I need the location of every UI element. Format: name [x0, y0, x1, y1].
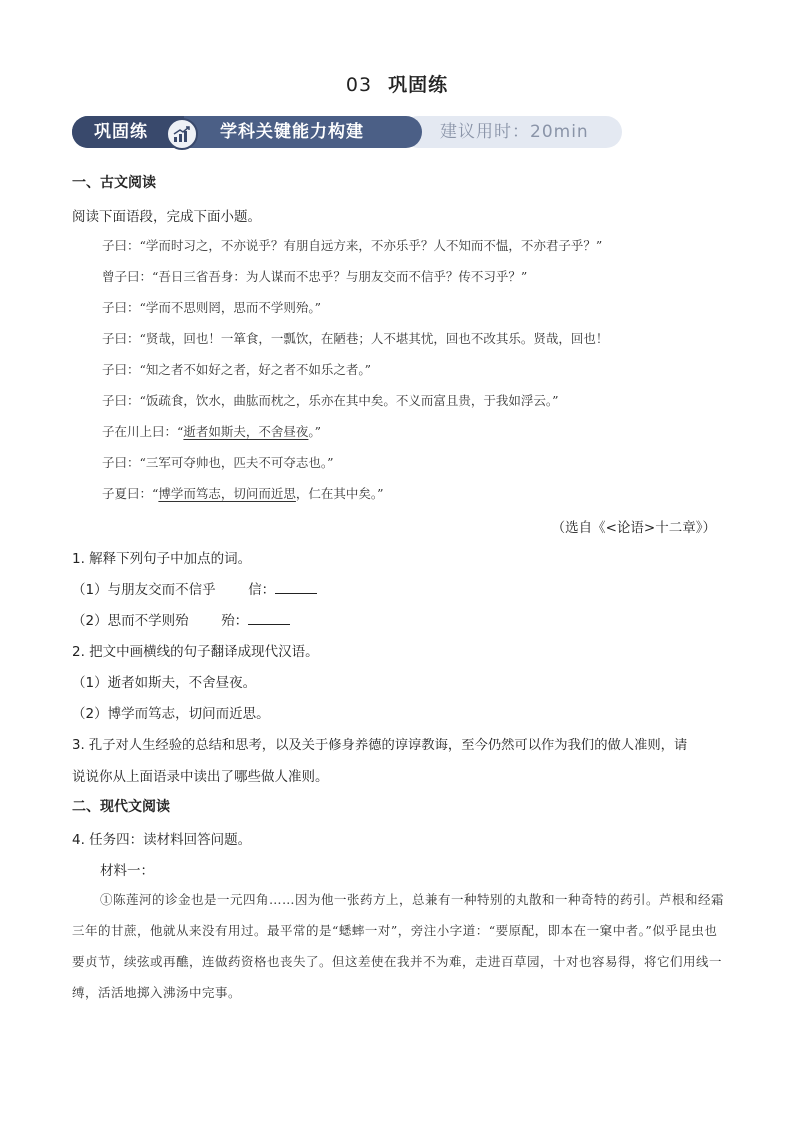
classical-line: 子曰：“学而时习之，不亦说乎？有朋自远方来，不亦乐乎？人不知而不愠，不亦君子乎？” — [102, 238, 603, 253]
question-1a-word: 信： — [248, 582, 276, 598]
answer-blank[interactable] — [275, 581, 317, 594]
classical-line-underlined — [102, 484, 384, 502]
section-banner — [72, 116, 622, 148]
question-2a: （1）逝者如斯夫，不舍昼夜。 — [72, 675, 257, 691]
banner-label-skills: 学科关键能力构建 — [220, 122, 364, 142]
material-paragraph: ①陈莲河的诊金也是一元四角……因为他一张药方上，总兼有一种特别的丸散和一种奇特的药引。芦根和经霜三年的甘蔗，他就从来没有用过。最平常的是“蟋蟀一对”，旁注小字道：“要原配，即本在一窠中者。”似乎昆虫也要贞节，续弦或再醮，连做药资格也丧失了。但这差使在我并不为难，走进百草园，十对也容易得，将它们用线一缚，活活地掷入沸汤中完事。 — [72, 892, 725, 1000]
question-1b-word: 殆： — [221, 613, 249, 629]
underlined-sentence: 逝者如斯夫，不舍昼夜 — [183, 424, 309, 439]
question-1b — [72, 609, 290, 629]
question-1a-text: （1）与朋友交而不信乎 — [72, 582, 216, 598]
question-4: 4. 任务四：读材料回答问题。 — [72, 832, 252, 848]
question-3-line1: 3. 孔子对人生经验的总结和思考，以及关于修身养德的谆谆教诲，至今仍然可以作为我们的做人准则，请 — [72, 738, 688, 753]
underlined-sentence: 博学而笃志，切问而近思 — [158, 486, 296, 501]
section-heading-modern: 二、现代文阅读 — [72, 799, 170, 815]
answer-blank[interactable] — [248, 612, 290, 625]
line-text: 。” — [308, 424, 322, 439]
classical-line: 曾子曰：“吾日三省吾身：为人谋而不忠乎？与朋友交而不信乎？传不习乎？” — [102, 269, 528, 284]
classical-line: 子曰：“知之者不如好之者，好之者不如乐之者。” — [102, 362, 372, 377]
question-1a — [72, 578, 317, 598]
material-label: 材料一： — [100, 863, 154, 879]
line-text: 子夏曰：“ — [102, 486, 159, 501]
question-1: 1. 解释下列句子中加点的词。 — [72, 551, 252, 567]
page-title — [0, 70, 794, 97]
line-text: 子在川上曰：“ — [102, 424, 184, 439]
line-text: ，仁在其中矣。” — [295, 486, 384, 501]
section-heading-classical: 一、古文阅读 — [72, 175, 156, 191]
chart-growth-icon — [166, 118, 198, 150]
source-citation: （选自《<论语>十二章》） — [551, 520, 716, 536]
section-intro: 阅读下面语段，完成下面小题。 — [72, 209, 261, 225]
classical-line-underlined — [102, 422, 321, 440]
question-2b: （2）博学而笃志，切问而近思。 — [72, 706, 270, 722]
question-2: 2. 把文中画横线的句子翻译成现代汉语。 — [72, 644, 319, 660]
title-text: 巩固练 — [388, 74, 449, 96]
banner-label-time: 建议用时：20min — [440, 122, 589, 142]
classical-line: 子曰：“饭疏食，饮水，曲肱而枕之，乐亦在其中矣。不义而富且贵，于我如浮云。” — [102, 393, 559, 408]
title-number: 03 — [345, 74, 373, 96]
question-3-line2: 说说你从上面语录中读出了哪些做人准则。 — [72, 769, 329, 785]
classical-line: 子曰：“三军可夺帅也，匹夫不可夺志也。” — [102, 455, 334, 470]
question-1b-text: （2）思而不学则殆 — [72, 613, 189, 629]
classical-line: 子曰：“贤哉，回也！一箪食，一瓢饮，在陋巷；人不堪其忧，回也不改其乐。贤哉，回也！ — [102, 331, 609, 346]
classical-line: 子曰：“学而不思则罔，思而不学则殆。” — [102, 300, 322, 315]
banner-label-consolidate: 巩固练 — [94, 122, 148, 142]
